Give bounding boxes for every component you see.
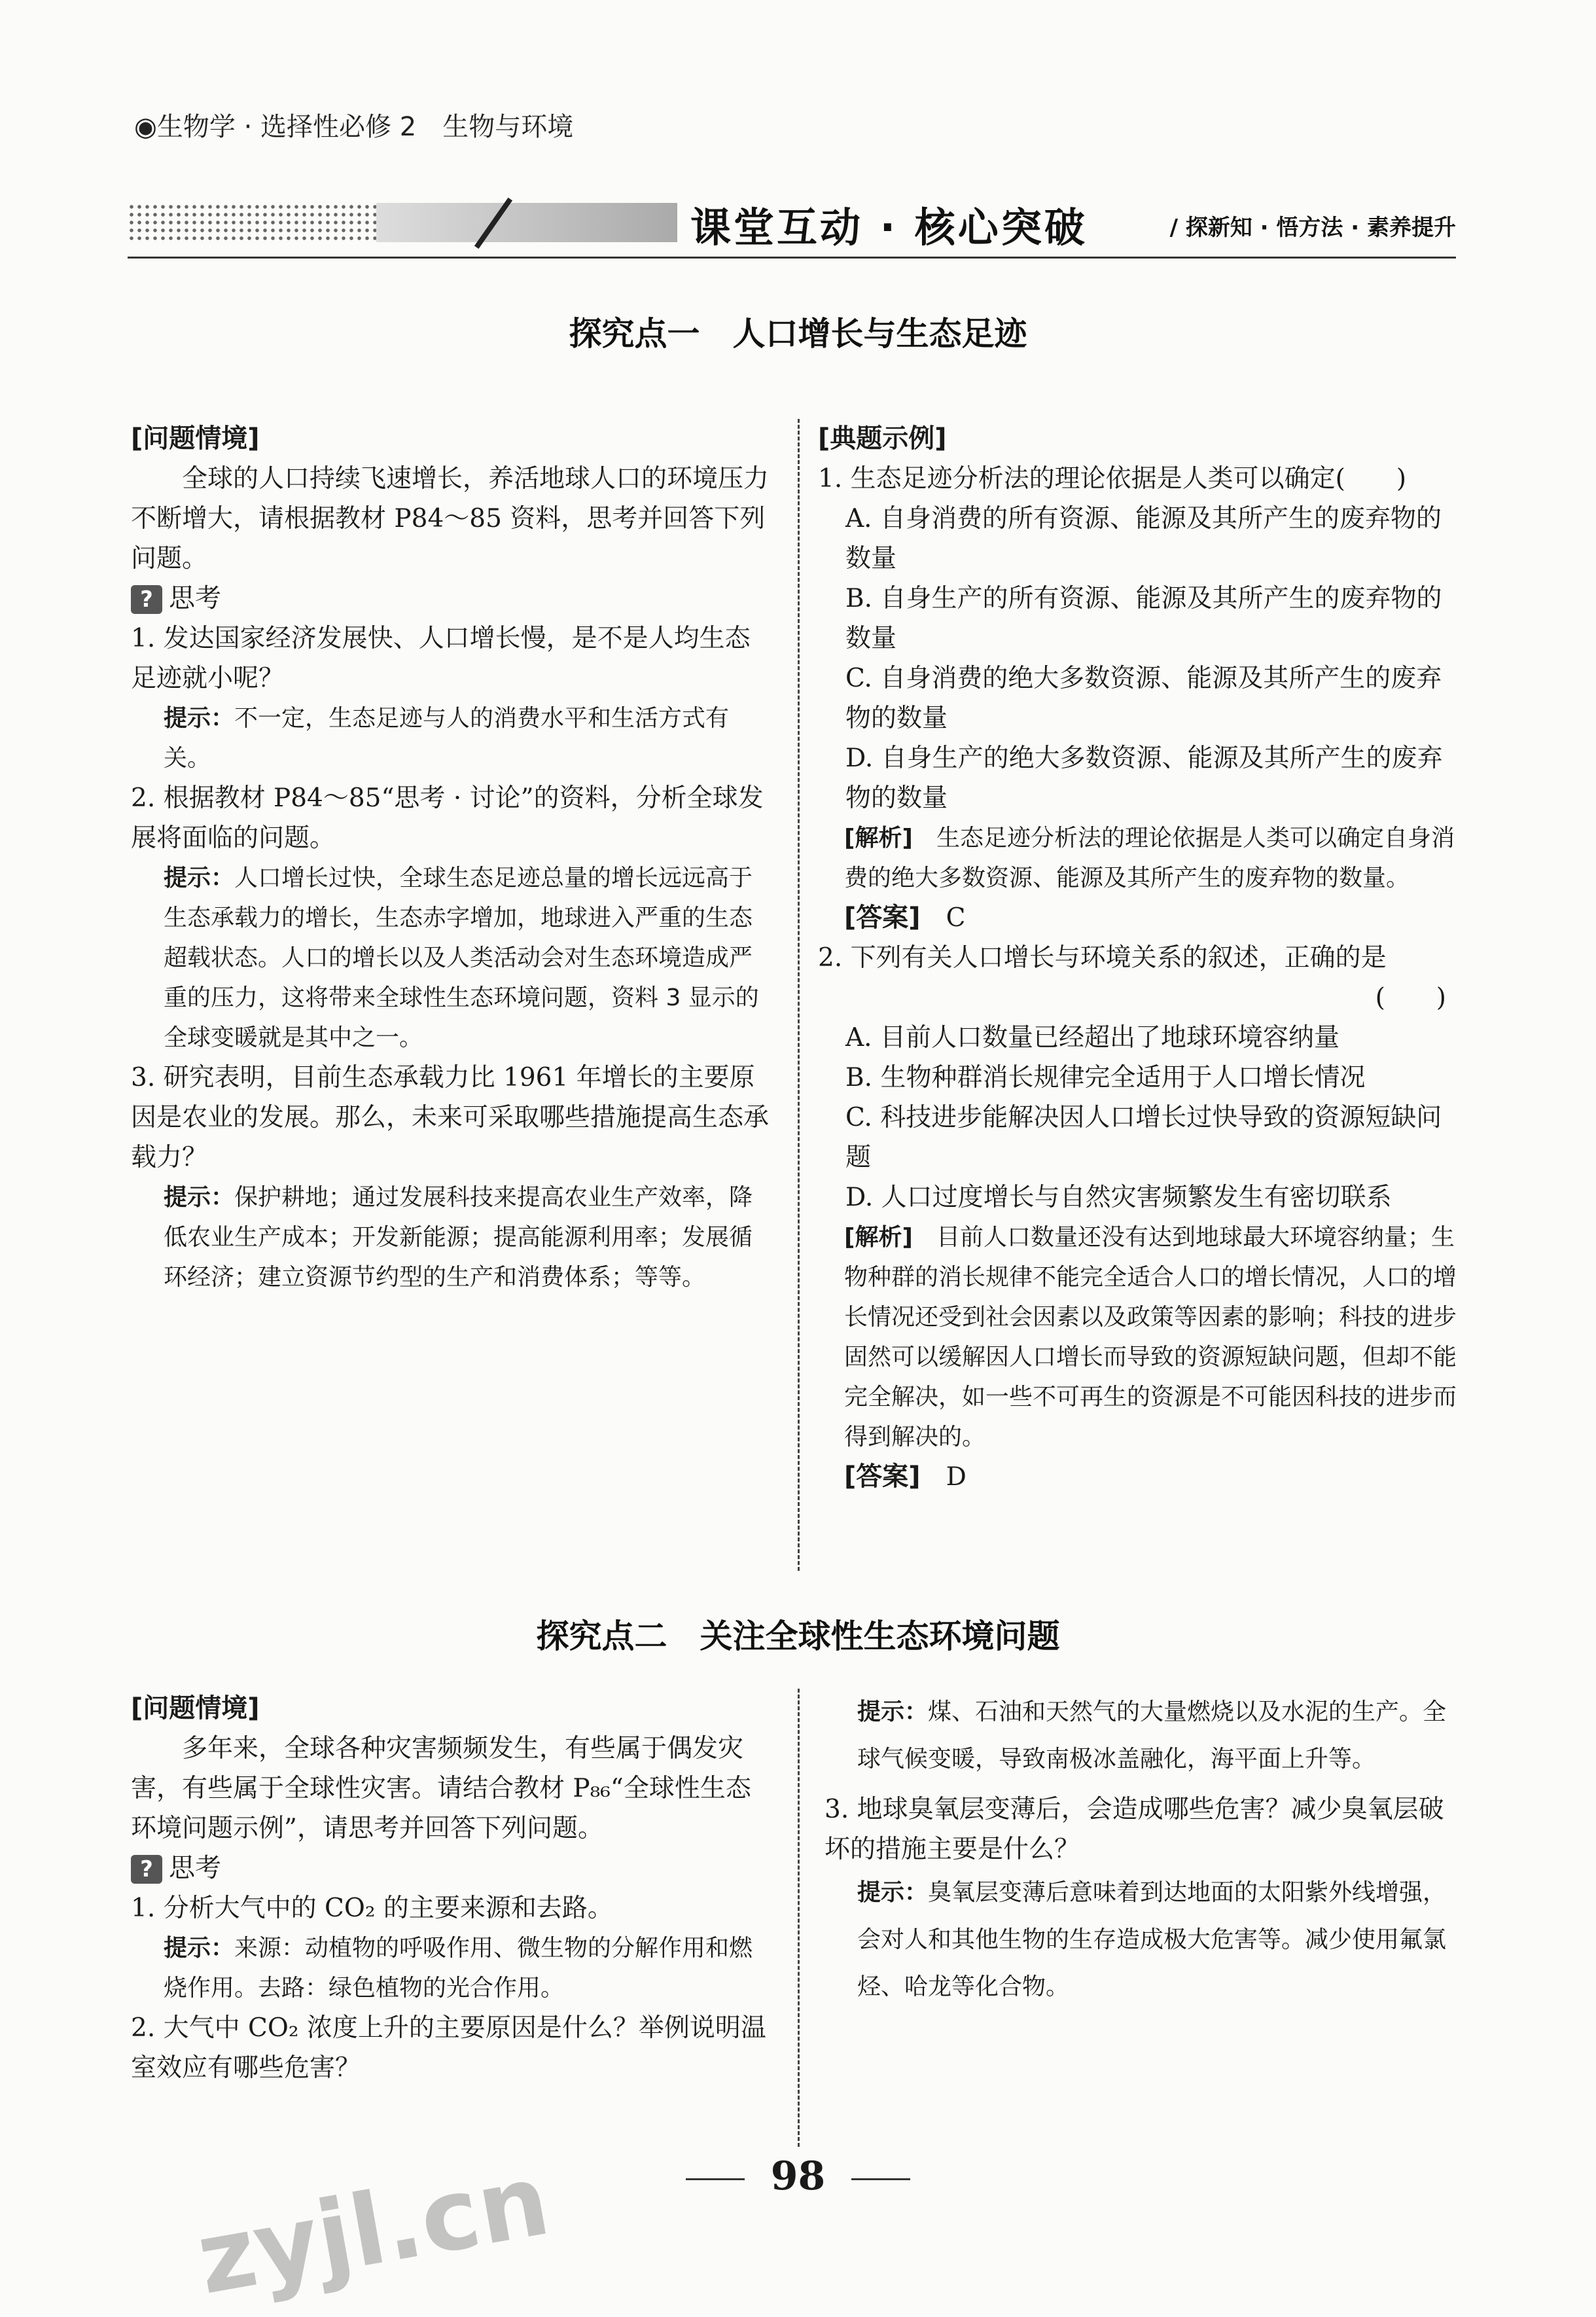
analysis-text: 生态足迹分析法的理论依据是人类可以确定自身消费的绝大多数资源、能源及其所产生的废弃物的数量。 [844,825,1455,891]
hint-label: 提示： [164,1184,235,1211]
hint [131,698,772,778]
section2-left-column [131,1689,772,2088]
question: 3. 地球臭氧层变薄后，会造成哪些危害？减少臭氧层破坏的措施主要是什么？ [825,1795,1444,1864]
section2-title: 探究点二 关注全球性生态环境问题 [536,1617,1060,1655]
running-head: ◉生物学 · 选择性必修 2 生物与环境 [134,112,574,142]
hint [825,1869,1459,2011]
hint [825,1689,1459,1783]
question: 1. 发达国家经济发展快、人口增长慢，是不是人均生态足迹就小呢？ [131,624,751,693]
hint [131,1177,772,1297]
example-stem: 1. 生态足迹分析法的理论依据是人类可以确定( ) [818,464,1407,494]
hint-text: 不一定，生态足迹与人的消费水平和生活方式有关。 [164,705,730,772]
page-number [0,2153,1596,2199]
hint-label: 提示： [164,865,235,891]
answer-label: [答案] [844,903,921,933]
scene-text: 多年来，全球各种灾害频频发生，有些属于偶发灾害，有些属于全球性灾害。请结合教材 P₈₆“全球性生态环境问题示例”，请思考并回答下列问题。 [131,1734,751,1843]
banner-gradient [376,203,677,242]
hint-text: 保护耕地；通过发展科技来提高农业生产效率，降低农业生产成本；开发新能源；提高能源利用率；发展循环经济；建立资源节约型的生产和消费体系；等等。 [164,1184,753,1291]
section-banner [128,196,1456,262]
option-b: B. 生物种群消长规律完全适用于人口增长情况 [845,1063,1366,1092]
page-number-dash-right [851,2178,910,2180]
answer-bracket: ( ) [1375,983,1446,1013]
analysis-label: [解析] [844,825,913,852]
answer [818,1457,1459,1497]
analysis [818,1217,1459,1457]
section1-title: 探究点一 人口增长与生态足迹 [569,315,1027,353]
banner-subtitle: / 探新知 · 悟方法 · 素养提升 [1169,215,1456,241]
banner-title: 课堂互动 · 核心突破 [690,204,1088,251]
answer-value: C [946,903,966,933]
question-mark-icon: ? [131,585,162,614]
hint-label: 提示： [857,1879,929,1906]
watermark-bottom: zyjl.cn [188,2143,558,2317]
question: 2. 根据教材 P84～85“思考 · 讨论”的资料，分析全球发展将面临的问题。 [131,783,764,853]
example-tag: [典题示例] [818,423,947,454]
section1-right-column [818,419,1459,1497]
section1-left-column [131,419,772,1297]
think-heading [131,1848,772,1888]
scene-text: 全球的人口持续飞速增长，养活地球人口的环境压力不断增大，请根据教材 P84～85 资料，思考并回答下列问题。 [131,464,770,573]
hint-label: 提示： [857,1698,929,1725]
column-divider-2 [798,1689,800,2147]
analysis-label: [解析] [844,1224,913,1251]
analysis [818,818,1459,898]
think-heading [131,579,772,619]
option-a: A. 目前人口数量已经超出了地球环境容纳量 [845,1023,1339,1052]
question: 3. 研究表明，目前生态承载力比 1961 年增长的主要原因是农业的发展。那么，未来可采取哪些措施提高生态承载力？ [131,1063,770,1172]
question: 2. 大气中 CO₂ 浓度上升的主要原因是什么？举例说明温室效应有哪些危害？ [131,2013,766,2083]
think-label: 思考 [169,583,221,613]
answer [818,898,1459,938]
scene-tag: [问题情境] [131,1693,260,1723]
hint-text: 臭氧层变薄后意味着到达地面的太阳紫外线增强，会对人和其他生物的生存造成极大危害等。减少使用氟氯烃、哈龙等化合物。 [857,1879,1447,2000]
analysis-text: 目前人口数量还没有达到地球最大环境容纳量；生物种群的消长规律不能完全适合人口的增长情况，人口的增长情况还受到社会因素以及政策等因素的影响；科技的进步固然可以缓解因人口增长而导致的资源短缺问题，但却不能完全解决，如一些不可再生的资源是不可能因科技的进步而得到解决的。 [844,1224,1457,1450]
example-stem: 2. 下列有关人口增长与环境关系的叙述，正确的是 [818,943,1387,973]
answer-label: [答案] [844,1462,921,1492]
hint-text: 人口增长过快，全球生态足迹总量的增长远远高于生态承载力的增长，生态赤字增加，地球进入严重的生态超载状态。人口的增长以及人类活动会对生态环境造成严重的压力，这将带来全球性生态环境问题，资料 3 显示的全球变暖就是其中之一。 [164,865,759,1051]
question: 1. 分析大气中的 CO₂ 的主要来源和去路。 [131,1894,613,1923]
option-c: C. 科技进步能解决因人口增长过快导致的资源短缺问题 [845,1103,1442,1172]
hint-label: 提示： [164,1935,235,1962]
option-d: D. 自身生产的绝大多数资源、能源及其所产生的废弃物的数量 [845,744,1443,813]
answer-value: D [946,1462,966,1492]
page-number-dash-left [686,2178,745,2180]
option-d: D. 人口过度增长与自然灾害频繁发生有密切联系 [845,1183,1392,1212]
option-b: B. 自身生产的所有资源、能源及其所产生的废弃物的数量 [845,584,1442,653]
page-number-value: 98 [770,2153,826,2199]
hint [131,1928,772,2008]
banner-rule [128,257,1456,259]
scene-tag: [问题情境] [131,423,260,454]
option-c: C. 自身消费的绝大多数资源、能源及其所产生的废弃物的数量 [845,664,1442,733]
hint-text: 来源：动植物的呼吸作用、微生物的分解作用和燃烧作用。去路：绿色植物的光合作用。 [164,1935,753,2002]
option-a: A. 自身消费的所有资源、能源及其所产生的废弃物的数量 [845,504,1442,573]
think-label: 思考 [169,1853,221,1883]
banner-dot-pattern [128,203,376,242]
question-mark-icon: ? [131,1855,162,1884]
section2-right-column [825,1689,1459,2011]
hint-label: 提示： [164,705,235,732]
hint [131,858,772,1058]
hint-text: 煤、石油和天然气的大量燃烧以及水泥的生产。全球气候变暖，导致南极冰盖融化，海平面上升等。 [857,1698,1447,1772]
column-divider-1 [798,419,800,1571]
